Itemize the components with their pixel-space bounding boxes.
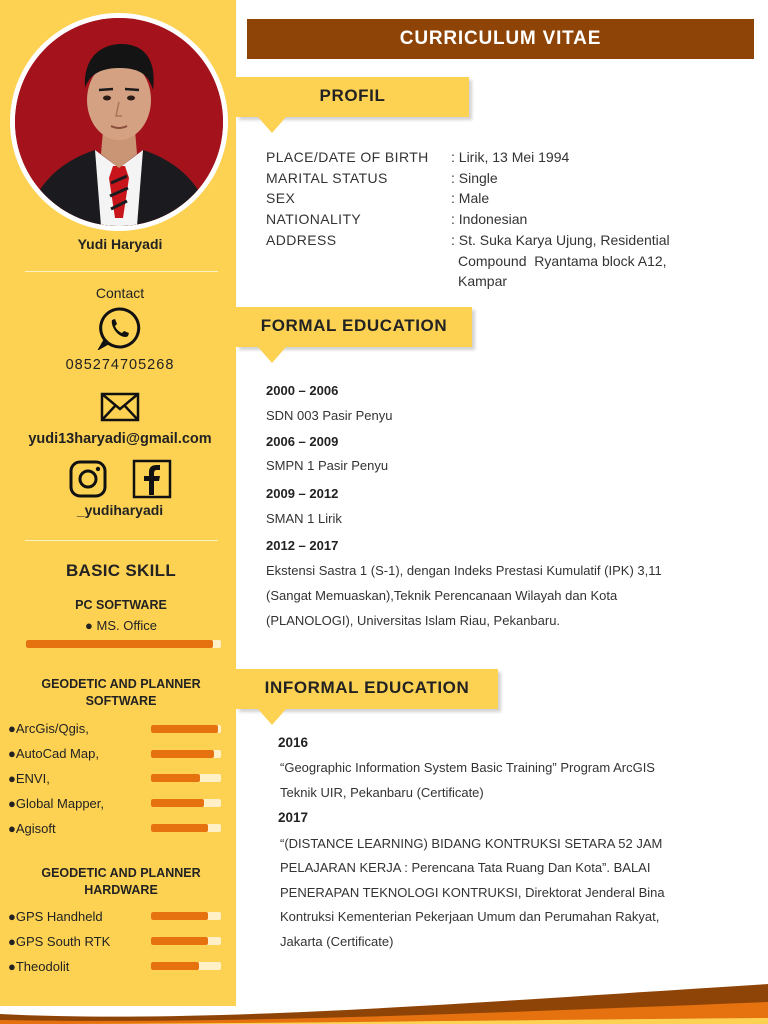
- geodetic-hardware-title-line1: GEODETIC AND PLANNER: [41, 866, 201, 880]
- education-detail: (PLANOLOGI), Universitas Islam Riau, Pekanbaru.: [266, 613, 561, 628]
- skill-bar: [151, 774, 221, 782]
- training-detail: Jakarta (Certificate): [280, 934, 394, 949]
- profile-label: NATIONALITY: [266, 211, 362, 227]
- skill-bar-fill: [151, 937, 208, 945]
- social-handle: _yudiharyadi: [76, 502, 164, 518]
- skill-bar: [151, 725, 221, 733]
- skill-bar: [151, 799, 221, 807]
- education-detail: (Sangat Memuaskan),Teknik Perencanaan Wilayah dan Kota: [266, 588, 618, 603]
- training-detail: PELAJARAN KERJA : Perencana Tata Ruang Dan Kota”. BALAI: [280, 860, 651, 875]
- profile-label: SEX: [266, 190, 296, 206]
- training-detail: Teknik UIR, Pekanbaru (Certificate): [280, 785, 484, 800]
- profile-value: : Single: [451, 170, 498, 186]
- profile-photo-frame: [10, 13, 228, 231]
- geodetic-software-title-line1: GEODETIC AND PLANNER: [41, 677, 201, 691]
- training-detail: “Geographic Information System Basic Training” Program ArcGIS: [280, 760, 655, 775]
- training-year: 2017: [278, 810, 309, 825]
- skill-bar: [151, 912, 221, 920]
- education-school: SMPN 1 Pasir Penyu: [266, 458, 389, 473]
- education-years: 2012 – 2017: [266, 538, 339, 553]
- phone-number: 085274705268: [65, 357, 175, 373]
- page-title: CURRICULUM VITAE: [247, 19, 754, 59]
- education-years: 2006 – 2009: [266, 434, 339, 449]
- skill-bar-fill: [151, 774, 200, 782]
- education-school: SDN 003 Pasir Penyu: [266, 408, 393, 423]
- skill-bar-fill: [151, 750, 214, 758]
- education-school: SMAN 1 Lirik: [266, 511, 342, 526]
- skill-item: ●GPS South RTK: [8, 934, 111, 949]
- profile-label: ADDRESS: [266, 232, 337, 248]
- skill-bar-fill: [151, 824, 208, 832]
- profile-label: MARITAL STATUS: [266, 170, 388, 186]
- skill-bar-fill: [151, 725, 218, 733]
- education-school: Ekstensi Sastra 1 (S-1), dengan Indeks Prestasi Kumulatif (IPK) 3,11: [266, 563, 662, 578]
- skill-bar: [26, 640, 221, 648]
- mail-icon: [100, 392, 140, 422]
- skill-bar: [151, 962, 221, 970]
- skill-bar-fill: [151, 799, 204, 807]
- skill-bar: [151, 824, 221, 832]
- informal-education-section-title: INFORMAL EDUCATION: [236, 669, 498, 709]
- profile-value: : Lirik, 13 Mei 1994: [451, 149, 570, 165]
- geodetic-hardware-title-line2: HARDWARE: [84, 883, 158, 897]
- profile-section-title: PROFIL: [236, 77, 469, 117]
- sidebar: [0, 0, 247, 1024]
- geodetic-software-title-line2: SOFTWARE: [85, 694, 157, 708]
- skill-item: ●ArcGis/Qgis,: [8, 721, 89, 736]
- whatsapp-icon: [97, 306, 141, 350]
- divider: [25, 271, 218, 272]
- skill-bar-fill: [26, 640, 213, 648]
- divider: [25, 540, 218, 541]
- formal-education-section-title: FORMAL EDUCATION: [236, 307, 472, 347]
- training-detail: “(DISTANCE LEARNING) BIDANG KONTRUKSI SETARA 52 JAM: [280, 836, 663, 851]
- skill-bar-fill: [151, 962, 199, 970]
- profile-value: : Male: [451, 190, 490, 206]
- profile-value: : St. Suka Karya Ujung, Residential: [451, 232, 670, 248]
- skill-item: ●AutoCad Map,: [8, 746, 99, 761]
- skill-item: ●Global Mapper,: [8, 796, 105, 811]
- portrait-illustration: [15, 18, 223, 226]
- decorative-footer-wave: [0, 984, 768, 1024]
- education-years: 2009 – 2012: [266, 486, 339, 501]
- education-years: 2000 – 2006: [266, 383, 339, 398]
- skill-item: ●GPS Handheld: [8, 909, 103, 924]
- geodetic-software-title: [0, 676, 242, 710]
- skill-item: ●Theodolit: [8, 959, 70, 974]
- skill-bar: [151, 750, 221, 758]
- facebook-icon: [132, 459, 172, 499]
- candidate-name: Yudi Haryadi: [77, 236, 163, 252]
- profile-value: Kampar: [458, 273, 508, 289]
- skill-bar: [151, 937, 221, 945]
- skill-item: ●ENVI,: [8, 771, 50, 786]
- skill-bar-fill: [151, 912, 208, 920]
- profile-value: Compound Ryantama block A12,: [458, 253, 667, 269]
- training-detail: PENERAPAN TEKNOLOGI KONTRUKSI, Direktorat Jenderal Bina: [280, 885, 665, 900]
- profile-label: PLACE/DATE OF BIRTH: [266, 149, 429, 165]
- training-year: 2016: [278, 735, 309, 750]
- geodetic-hardware-title: [0, 865, 242, 899]
- profile-value: : Indonesian: [451, 211, 528, 227]
- pc-software-title: PC SOFTWARE: [75, 598, 167, 612]
- instagram-icon: [68, 459, 108, 499]
- training-detail: Kontruksi Kementerian Pekerjaan Umum dan Perumahan Rakyat,: [280, 909, 660, 924]
- contact-title: Contact: [95, 285, 145, 301]
- skill-item: ●Agisoft: [8, 821, 56, 836]
- profile-photo: [15, 18, 223, 226]
- pc-software-item: ● MS. Office: [85, 618, 157, 633]
- sidebar-panel: [0, 0, 236, 1006]
- basic-skill-title: BASIC SKILL: [65, 561, 177, 580]
- email-address: yudi13haryadi@gmail.com: [28, 431, 212, 447]
